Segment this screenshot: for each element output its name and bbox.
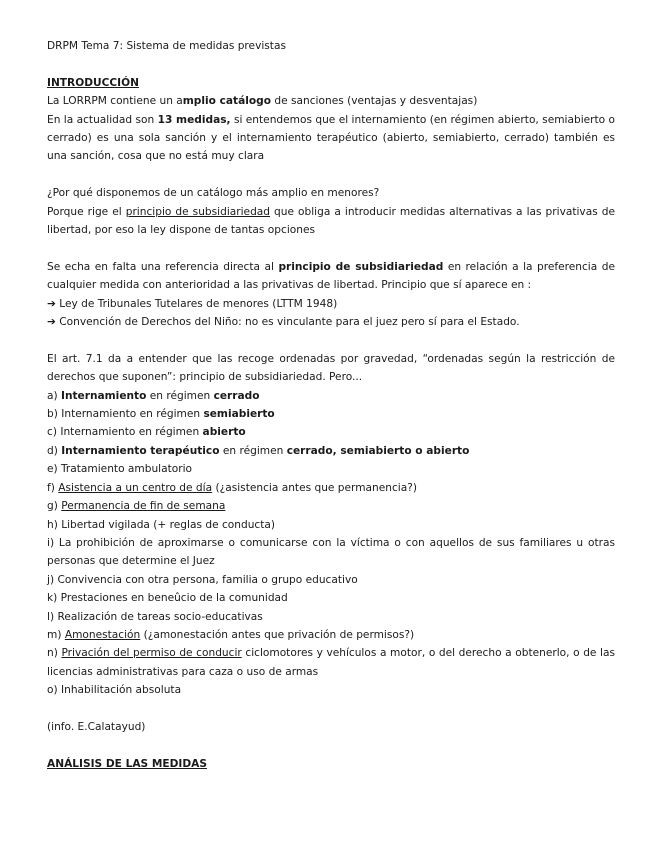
bullet-convencion: ➔ Convención de Derechos del Niño: no es vinculante para el juez pero sí para el Estado.: [47, 316, 520, 329]
intro-line-2: En la actualidad son 13 medidas, si entendemos que el internamiento (en régimen abierto, semiabierto o cerrado) es una sola sanción y el internamiento terapéutico (abierto, semiabierto, cerrado) también es una sanción, cosa que no está muy clara: [47, 113, 616, 163]
list-item-o: o) Inhabilitación absoluta: [47, 684, 182, 697]
list-item-a: a) Internamiento en régimen cerrado: [47, 389, 260, 402]
bullet-lttm: ➔ Ley de Tribunales Tutelares de menores (LTTM 1948): [47, 297, 338, 310]
reference-paragraph: Se echa en falta una referencia directa al principio de subsidiariedad en relación a la preferencia de cualquier medida con anterioridad a las privativas de libertad. Principio que sí aparece en :: [47, 260, 615, 292]
list-item-d: d) Internamiento terapéutico en régimen cerrado, semiabierto o abierto: [47, 444, 470, 457]
list-item-l: l) Realización de tareas socio-educativas: [47, 610, 263, 623]
answer-paragraph: Porque rige el principio de subsidiariedad que obliga a introducir medidas alternativas a las privativas de libertad, por eso la ley dispone de tantas opciones: [47, 205, 615, 237]
list-item-b: b) Internamiento en régimen semiabierto: [47, 408, 275, 421]
list-item-j: j) Convivencia con otra persona, familia o grupo educativo: [47, 573, 358, 586]
question-line: ¿Por qué disponemos de un catálogo más amplio en menores?: [47, 187, 380, 200]
list-item-m: m) Amonestación (¿amonestación antes que privación de permisos?): [47, 628, 415, 641]
art-intro: El art. 7.1 da a entender que las recoge ordenadas por gravedad, “ordenadas según la restricción de derechos que suponen”: principio de subsidiariedad. Pero...: [47, 352, 615, 384]
list-item-e: e) Tratamiento ambulatorio: [47, 463, 193, 476]
list-item-f: f) Asistencia a un centro de día (¿asistencia antes que permanencia?): [47, 481, 417, 494]
list-item-c: c) Internamiento en régimen abierto: [47, 426, 246, 439]
credit-line: (info. E.Calatayud): [47, 720, 146, 733]
intro-line-1: La LORRPM contiene un amplio catálogo de sanciones (ventajas y desventajas): [47, 95, 478, 108]
intro-heading: INTRODUCCIÓN: [47, 76, 139, 89]
list-item-h: h) Libertad vigilada (+ reglas de conducta): [47, 518, 276, 531]
list-item-g: g) Permanencia de fin de semana: [47, 500, 226, 513]
list-item-n: n) Privación del permiso de conducir ciclomotores y vehículos a motor, o del derecho a obtenerlo, o de las licencias administrativas para caza o uso de armas: [47, 647, 616, 678]
document-page: [47, 37, 615, 773]
analysis-heading: ANÁLISIS DE LAS MEDIDAS: [47, 757, 207, 770]
list-item-i: i) La prohibición de aproximarse o comunicarse con la víctima o con aquellos de sus familiares u otras personas que determine el Juez: [47, 536, 615, 568]
document-title: DRPM Tema 7: Sistema de medidas previstas: [47, 40, 286, 52]
list-item-k: k) Prestaciones en beneûcio de la comunidad: [47, 592, 288, 605]
